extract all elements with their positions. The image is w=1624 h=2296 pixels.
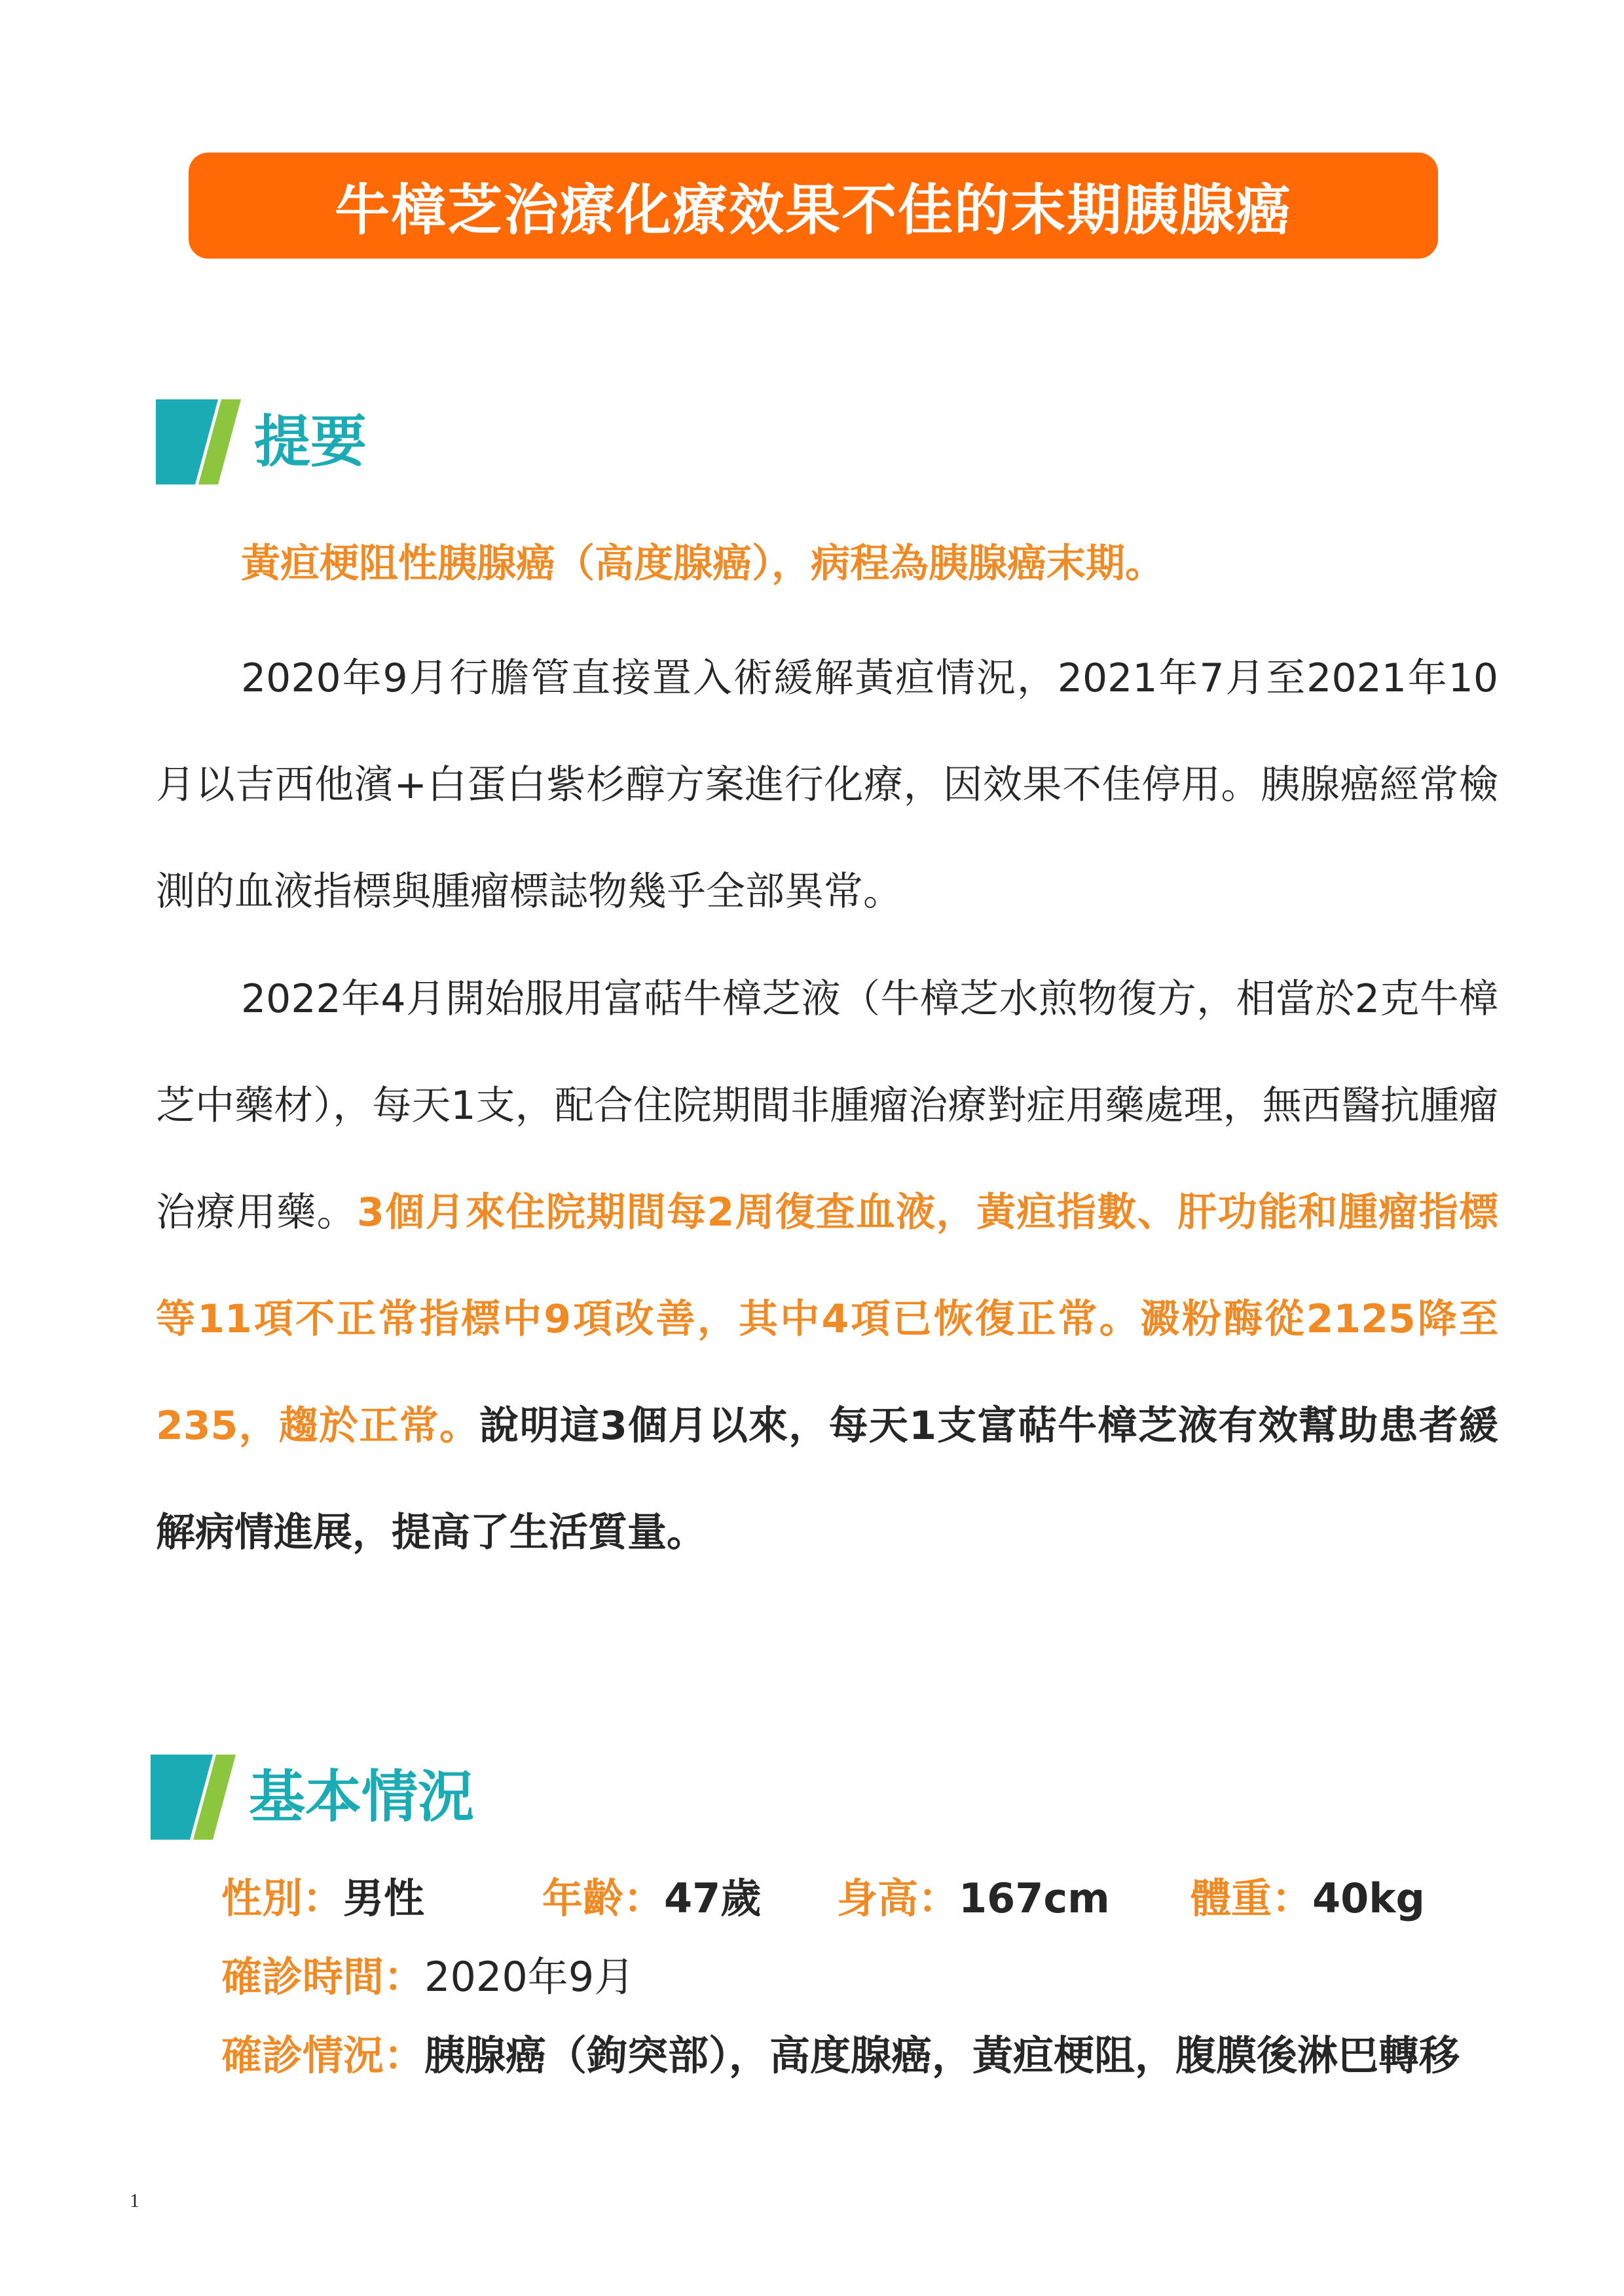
weight-value: 40kg xyxy=(1312,1874,1425,1922)
summary-highlight xyxy=(241,511,1498,617)
gender-label: 性別： xyxy=(221,1874,344,1922)
section-title: 提要 xyxy=(254,409,367,475)
section-heading-summary xyxy=(156,399,549,484)
diagnosis-value: 胰腺癌（鉤突部），高度腺癌，黃疸梗阻，腹膜後淋巴轉移 xyxy=(424,2032,1460,2079)
diagnosis-time-value: 2020年9月 xyxy=(424,1953,635,2001)
section-heading-basic xyxy=(151,1755,609,1840)
info-diagnosis xyxy=(221,2030,1460,2082)
paragraph-2 xyxy=(156,946,1498,1586)
info-age xyxy=(542,1872,761,1925)
page-number: 1 xyxy=(130,2190,139,2212)
diagnosis-time-label: 確診時間： xyxy=(221,1953,425,2001)
info-diagnosis-time xyxy=(221,1951,635,2003)
info-gender xyxy=(221,1872,424,1925)
diagnosis-label: 確診情況： xyxy=(221,2032,425,2079)
title-banner xyxy=(189,153,1438,259)
height-value: 167cm xyxy=(959,1874,1110,1922)
height-label: 身高： xyxy=(837,1874,959,1922)
section-marker-icon xyxy=(156,399,241,484)
paragraph-2-plain: 2022年4月開始服用富萜牛樟芝液（牛樟芝水煎物復方，相當於2克牛樟芝中藥材），每天1支，配合住院期間非腫瘤治療對症用藥處理，無西醫抗腫瘤治療用藥。 xyxy=(156,976,1498,1235)
page-title: 牛樟芝治療化療效果不佳的末期胰腺癌 xyxy=(334,177,1292,242)
info-weight xyxy=(1190,1872,1425,1925)
info-height xyxy=(837,1872,1110,1925)
paragraph-1: 2020年9月行膽管直接置入術緩解黃疸情況，2021年7月至2021年10月以吉西他濱+白蛋白紫杉醇方案進行化療，因效果不佳停用。胰腺癌經常檢測的血液指標與腫瘤標誌物幾乎全部異常。 xyxy=(156,655,1498,915)
section-marker-icon xyxy=(151,1755,236,1840)
section-title: 基本情況 xyxy=(249,1764,474,1830)
age-value: 47歲 xyxy=(664,1874,762,1922)
paragraph-2-conclusion: 說明這3個月以來，每天1支富萜牛樟芝液有效幫助患者緩解病情進展，提高了生活質量。 xyxy=(156,1403,1499,1556)
age-label: 年齡： xyxy=(542,1874,665,1922)
gender-value: 男性 xyxy=(343,1874,425,1922)
paragraph-2-highlight: 3個月來住院期間每2周復查血液，黃疸指數、肝功能和腫瘤指標等11項不正常指標中9項改善，其中4項已恢復正常。澱粉酶從2125降至235，趨於正常。 xyxy=(156,1190,1498,1449)
summary-highlight-text: 黃疸梗阻性胰腺癌（高度腺癌），病程為胰腺癌末期。 xyxy=(241,541,1164,587)
weight-label: 體重： xyxy=(1190,1874,1313,1922)
